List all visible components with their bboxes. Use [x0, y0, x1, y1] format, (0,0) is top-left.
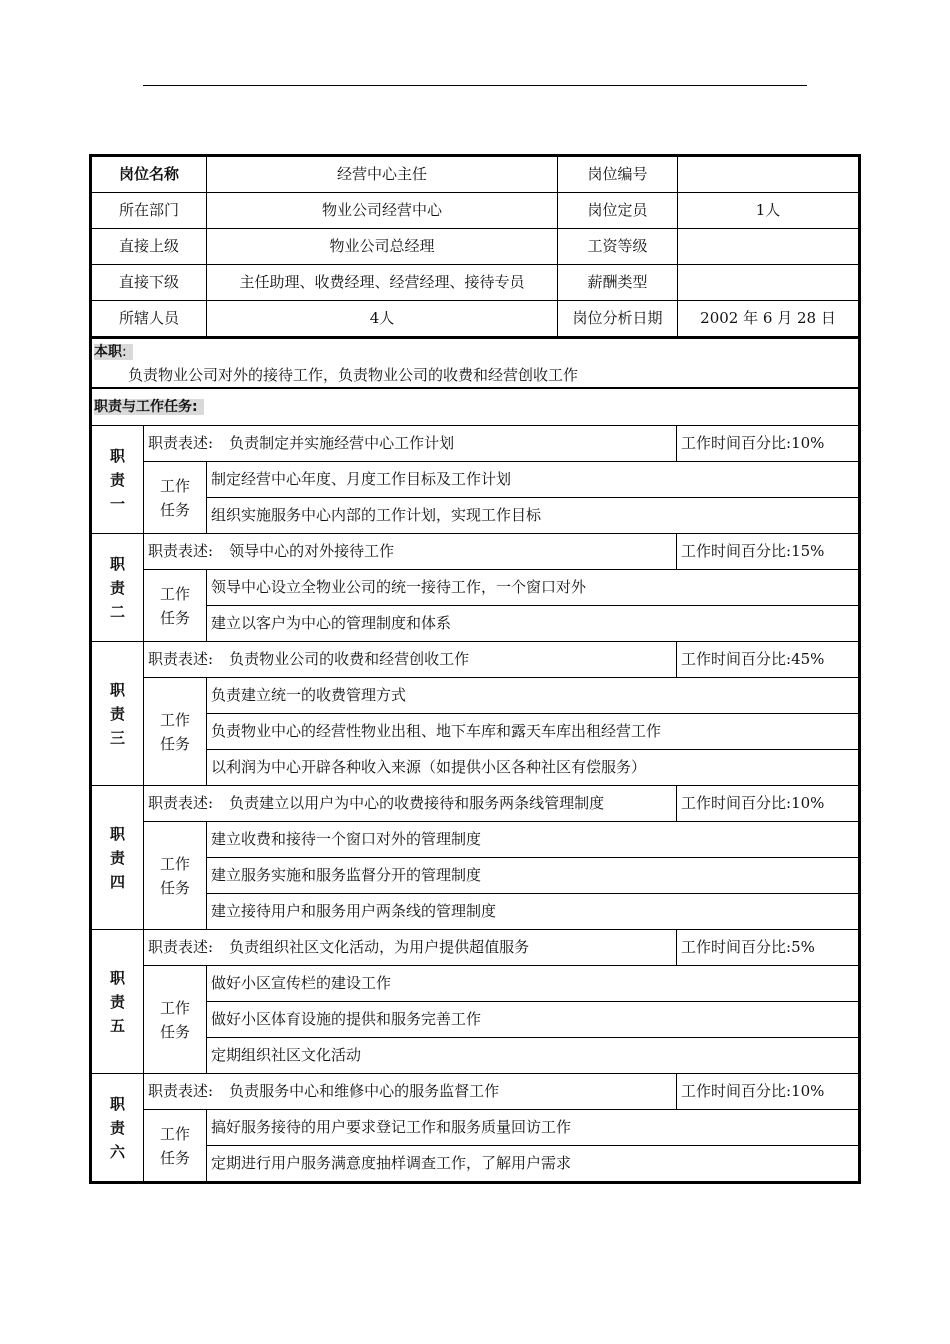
- staff-count-label: 所辖人员: [92, 301, 207, 337]
- supervisor-label: 直接上级: [92, 229, 207, 265]
- duty-description-row: [92, 534, 859, 570]
- info-row: [92, 193, 859, 229]
- duty-label-char: 职: [109, 968, 125, 987]
- duty-label-char: 责: [109, 992, 125, 1011]
- task-label: [144, 462, 207, 534]
- time-percent-label: 工作时间百分比:: [681, 649, 792, 668]
- time-percent-label: 工作时间百分比:: [681, 1081, 792, 1100]
- task-text: 建立以客户为中心的管理制度和体系: [207, 606, 859, 642]
- task-label-line: 任务: [159, 608, 190, 627]
- task-row: [92, 1002, 859, 1038]
- task-text: 定期组织社区文化活动: [207, 1038, 859, 1074]
- info-row: [92, 157, 859, 193]
- duty-description-cell: [144, 642, 677, 678]
- duty-label: [92, 534, 144, 642]
- task-label-line: 任务: [159, 734, 190, 753]
- duty-label-char: 一: [109, 494, 125, 513]
- subordinates-label: 直接下级: [92, 265, 207, 301]
- time-percent-label: 工作时间百分比:: [681, 433, 792, 452]
- task-row: [92, 858, 859, 894]
- duty-description-text: 负责服务中心和维修中心的服务监督工作: [229, 1081, 500, 1100]
- core-duty-title: 本职: [94, 344, 122, 360]
- duty-label-char: 职: [109, 446, 125, 465]
- task-text: 定期进行用户服务满意度抽样调查工作，了解用户需求: [207, 1146, 859, 1182]
- time-percent-cell: [677, 1074, 859, 1110]
- duty-label-char: 六: [109, 1142, 125, 1161]
- task-label: [144, 1110, 207, 1182]
- duty-description-row: [92, 426, 859, 462]
- task-label: [144, 570, 207, 642]
- duty-description-label: 职责表述:: [148, 541, 214, 560]
- analysis-date-label: 岗位分析日期: [558, 301, 678, 337]
- time-percent-label: 工作时间百分比:: [681, 937, 792, 956]
- task-row: [92, 750, 859, 786]
- task-row: [92, 714, 859, 750]
- time-percent-label: 工作时间百分比:: [681, 793, 792, 812]
- info-row: [92, 301, 859, 337]
- duty-description-label: 职责表述:: [148, 649, 214, 668]
- duty-description-cell: [144, 426, 677, 462]
- position-info-table: [91, 156, 859, 337]
- task-label-line: 工作: [159, 998, 190, 1017]
- task-label-line: 任务: [159, 1022, 190, 1041]
- task-row: [92, 462, 859, 498]
- job-description-form: [89, 154, 861, 1184]
- duty-description-label: 职责表述:: [148, 937, 214, 956]
- duty-description-cell: [144, 930, 677, 966]
- core-duty-heading: [92, 339, 858, 360]
- duties-colon: :: [192, 399, 198, 416]
- duty-label: [92, 426, 144, 534]
- duty-description-row: [92, 786, 859, 822]
- department-value: 物业公司经营中心: [207, 193, 558, 229]
- time-percent-value: 5%: [791, 937, 815, 956]
- task-row: [92, 822, 859, 858]
- duty-label-char: 三: [109, 728, 125, 747]
- duty-description-label: 职责表述:: [148, 433, 214, 452]
- task-label-line: 工作: [159, 710, 190, 729]
- task-row: [92, 498, 859, 534]
- task-row: [92, 894, 859, 930]
- task-text: 建立服务实施和服务监督分开的管理制度: [207, 858, 859, 894]
- headcount-label: 岗位定员: [558, 193, 678, 229]
- duty-description-text: 负责组织社区文化活动，为用户提供超值服务: [229, 937, 530, 956]
- duty-description-cell: [144, 1074, 677, 1110]
- task-row: [92, 1038, 859, 1074]
- core-duty-colon: :: [122, 344, 127, 360]
- duty-description-row: [92, 1074, 859, 1110]
- duty-label-char: 四: [109, 872, 125, 891]
- task-label: [144, 822, 207, 930]
- duty-label-char: 职: [109, 824, 125, 843]
- duties-title-cell: [92, 388, 859, 426]
- staff-count-value: 4人: [207, 301, 558, 337]
- duties-title-row: [92, 388, 859, 426]
- time-percent-value: 10%: [791, 433, 825, 452]
- core-duty-text: 负责物业公司对外的接待工作，负责物业公司的收费和经营创收工作: [128, 366, 579, 385]
- duties-title: 职责与工作任务: [94, 399, 192, 416]
- salary-grade-value: [678, 229, 859, 265]
- time-percent-cell: [677, 642, 859, 678]
- subordinates-value: 主任助理、收费经理、经营经理、接待专员: [207, 265, 558, 301]
- duties-table: [91, 337, 859, 1182]
- duty-label-char: 职: [109, 680, 125, 699]
- task-label: [144, 966, 207, 1074]
- duty-label-char: 责: [109, 704, 125, 723]
- position-name-value: 经营中心主任: [207, 157, 558, 193]
- duty-label-char: 职: [109, 1094, 125, 1113]
- task-row: [92, 966, 859, 1002]
- task-row: [92, 606, 859, 642]
- time-percent-cell: [677, 426, 859, 462]
- pay-type-value: [678, 265, 859, 301]
- task-label-line: 工作: [159, 854, 190, 873]
- task-label-line: 工作: [159, 1124, 190, 1143]
- duty-label-char: 责: [109, 578, 125, 597]
- time-percent-value: 45%: [791, 649, 825, 668]
- task-label-line: 工作: [159, 476, 190, 495]
- core-duty-row: [92, 338, 859, 388]
- duty-description-text: 负责物业公司的收费和经营创收工作: [229, 649, 470, 668]
- duty-description-cell: [144, 786, 677, 822]
- analysis-date-value: 2002 年 6 月 28 日: [678, 301, 859, 337]
- salary-grade-label: 工资等级: [558, 229, 678, 265]
- task-label: [144, 678, 207, 786]
- task-text: 做好小区宣传栏的建设工作: [207, 966, 859, 1002]
- supervisor-value: 物业公司总经理: [207, 229, 558, 265]
- department-label: 所在部门: [92, 193, 207, 229]
- duty-description-label: 职责表述:: [148, 1081, 214, 1100]
- duty-description-row: [92, 642, 859, 678]
- pay-type-label: 薪酬类型: [558, 265, 678, 301]
- task-text: 做好小区体育设施的提供和服务完善工作: [207, 1002, 859, 1038]
- time-percent-label: 工作时间百分比:: [681, 541, 792, 560]
- headcount-value: 1人: [678, 193, 859, 229]
- position-name-label: 岗位名称: [92, 157, 207, 193]
- duty-description-text: 领导中心的对外接待工作: [229, 541, 395, 560]
- duty-label: [92, 1074, 144, 1182]
- task-label-line: 工作: [159, 584, 190, 603]
- position-number-value: [678, 157, 859, 193]
- task-text: 建立接待用户和服务用户两条线的管理制度: [207, 894, 859, 930]
- duty-label: [92, 930, 144, 1074]
- duty-label: [92, 786, 144, 930]
- duties-body: [92, 426, 859, 1182]
- duty-label: [92, 642, 144, 786]
- duty-label-char: 责: [109, 1118, 125, 1137]
- top-rule: [143, 85, 807, 86]
- info-row: [92, 229, 859, 265]
- task-text: 组织实施服务中心内部的工作计划，实现工作目标: [207, 498, 859, 534]
- task-text: 以利润为中心开辟各种收入来源（如提供小区各种社区有偿服务）: [207, 750, 859, 786]
- duty-label-char: 职: [109, 554, 125, 573]
- task-row: [92, 570, 859, 606]
- time-percent-cell: [677, 930, 859, 966]
- time-percent-value: 10%: [791, 793, 825, 812]
- duty-description-text: 负责制定并实施经营中心工作计划: [229, 433, 455, 452]
- duty-label-char: 二: [109, 602, 125, 621]
- time-percent-cell: [677, 534, 859, 570]
- task-text: 制定经营中心年度、月度工作目标及工作计划: [207, 462, 859, 498]
- duty-description-label: 职责表述:: [148, 793, 214, 812]
- task-label-line: 任务: [159, 1148, 190, 1167]
- time-percent-value: 15%: [791, 541, 825, 560]
- task-text: 领导中心设立全物业公司的统一接待工作，一个窗口对外: [207, 570, 859, 606]
- duty-label-char: 责: [109, 470, 125, 489]
- time-percent-cell: [677, 786, 859, 822]
- duty-description-row: [92, 930, 859, 966]
- task-text: 建立收费和接待一个窗口对外的管理制度: [207, 822, 859, 858]
- task-row: [92, 678, 859, 714]
- position-number-label: 岗位编号: [558, 157, 678, 193]
- task-label-line: 任务: [159, 878, 190, 897]
- task-row: [92, 1146, 859, 1182]
- duty-label-char: 五: [109, 1016, 125, 1035]
- task-text: 负责建立统一的收费管理方式: [207, 678, 859, 714]
- duty-description-cell: [144, 534, 677, 570]
- info-row: [92, 265, 859, 301]
- task-text: 负责物业中心的经营性物业出租、地下车库和露天车库出租经营工作: [207, 714, 859, 750]
- duty-description-text: 负责建立以用户为中心的收费接待和服务两条线管理制度: [229, 793, 605, 812]
- time-percent-value: 10%: [791, 1081, 825, 1100]
- duty-label-char: 责: [109, 848, 125, 867]
- task-text: 搞好服务接待的用户要求登记工作和服务质量回访工作: [207, 1110, 859, 1146]
- task-row: [92, 1110, 859, 1146]
- core-duty-cell: [92, 338, 859, 388]
- task-label-line: 任务: [159, 500, 190, 519]
